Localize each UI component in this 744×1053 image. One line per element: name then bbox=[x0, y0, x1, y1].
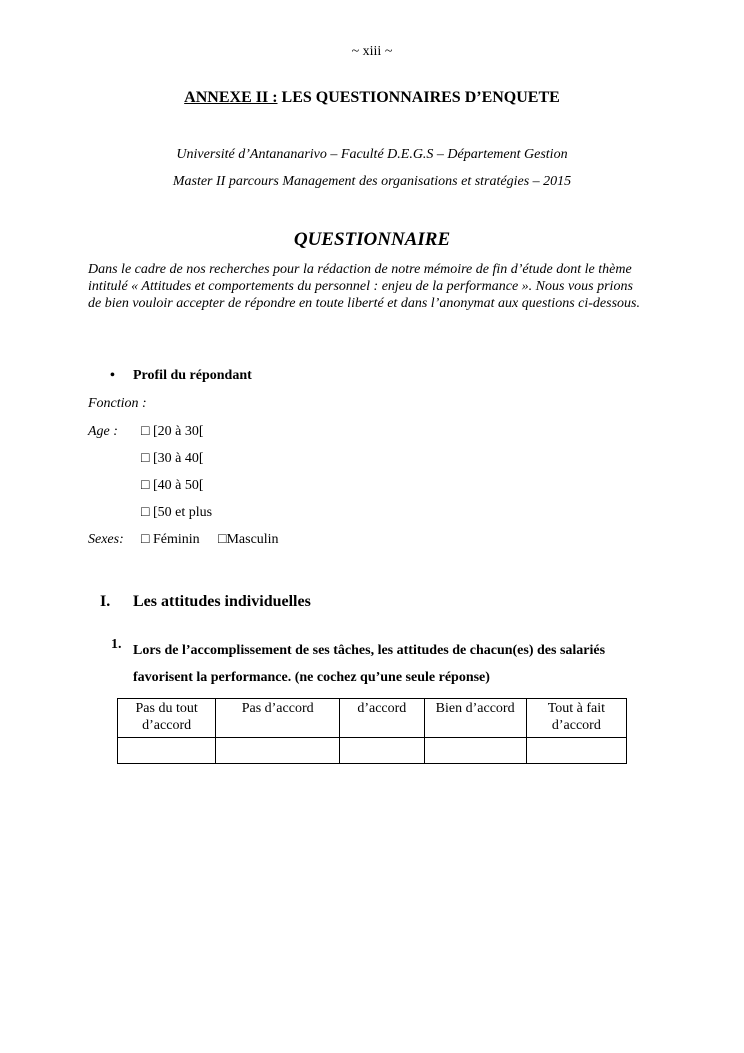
annex-title bbox=[0, 89, 744, 107]
answer-scale-table bbox=[117, 698, 627, 764]
profile-heading-text: Profil du répondant bbox=[133, 368, 252, 383]
question-number: 1. bbox=[111, 637, 122, 652]
scale-option-strongly-disagree: Pas du tout d’accord bbox=[118, 699, 216, 738]
answer-cell-agree[interactable] bbox=[340, 738, 425, 764]
question-text: Lors de l’accomplissement de ses tâches, les attitudes de chacun(es) des salariés favorisent la performance. (ne cochez qu’une seule réponse) bbox=[133, 643, 606, 685]
profile-heading bbox=[110, 368, 252, 384]
sex-option-female[interactable]: □ Féminin bbox=[141, 532, 200, 547]
master-line: Master II parcours Management des organisations et stratégies – 2015 bbox=[172, 174, 572, 189]
age-label: Age : bbox=[88, 424, 118, 439]
scale-header-row bbox=[118, 699, 627, 738]
scale-option-well-agree: Bien d’accord bbox=[424, 699, 526, 738]
bullet-icon: • bbox=[110, 368, 115, 383]
intro-paragraph: Dans le cadre de nos recherches pour la rédaction de notre mémoire de fin d’étude dont le thème intitulé « Attitudes et comportements du personnel : enjeu de la performance ». Nous vous prions de bien vouloir accepter de répondre en toute liberté et dans l’anonymat aux questions ci-dessous. bbox=[88, 262, 640, 311]
answer-cell-strongly-disagree[interactable] bbox=[118, 738, 216, 764]
section-numeral: I. bbox=[100, 593, 111, 610]
age-option-40-50[interactable]: □ [40 à 50[ bbox=[141, 478, 204, 493]
annex-heading: LES QUESTIONNAIRES D’ENQUETE bbox=[277, 89, 560, 106]
age-option-20-30[interactable]: □ [20 à 30[ bbox=[141, 424, 204, 439]
scale-option-agree: d’accord bbox=[340, 699, 425, 738]
age-option-50-plus[interactable]: □ [50 et plus bbox=[141, 505, 213, 520]
answer-cell-disagree[interactable] bbox=[216, 738, 340, 764]
sex-option-male[interactable]: □Masculin bbox=[218, 532, 279, 547]
scale-option-disagree: Pas d’accord bbox=[216, 699, 340, 738]
scale-option-strongly-agree: Tout à fait d’accord bbox=[526, 699, 626, 738]
questionnaire-title: QUESTIONNAIRE bbox=[293, 229, 451, 250]
university-line: Université d’Antananarivo – Faculté D.E.G.S – Département Gestion bbox=[176, 147, 568, 162]
scale-answer-row bbox=[118, 738, 627, 764]
answer-cell-well-agree[interactable] bbox=[424, 738, 526, 764]
page-number: ~ xiii ~ bbox=[351, 44, 393, 59]
sex-label: Sexes: bbox=[88, 532, 124, 547]
age-option-30-40[interactable]: □ [30 à 40[ bbox=[141, 451, 204, 466]
function-label: Fonction : bbox=[88, 396, 147, 411]
answer-cell-strongly-agree[interactable] bbox=[526, 738, 626, 764]
section-title: Les attitudes individuelles bbox=[133, 593, 311, 610]
annex-label: ANNEXE II : bbox=[184, 89, 278, 106]
